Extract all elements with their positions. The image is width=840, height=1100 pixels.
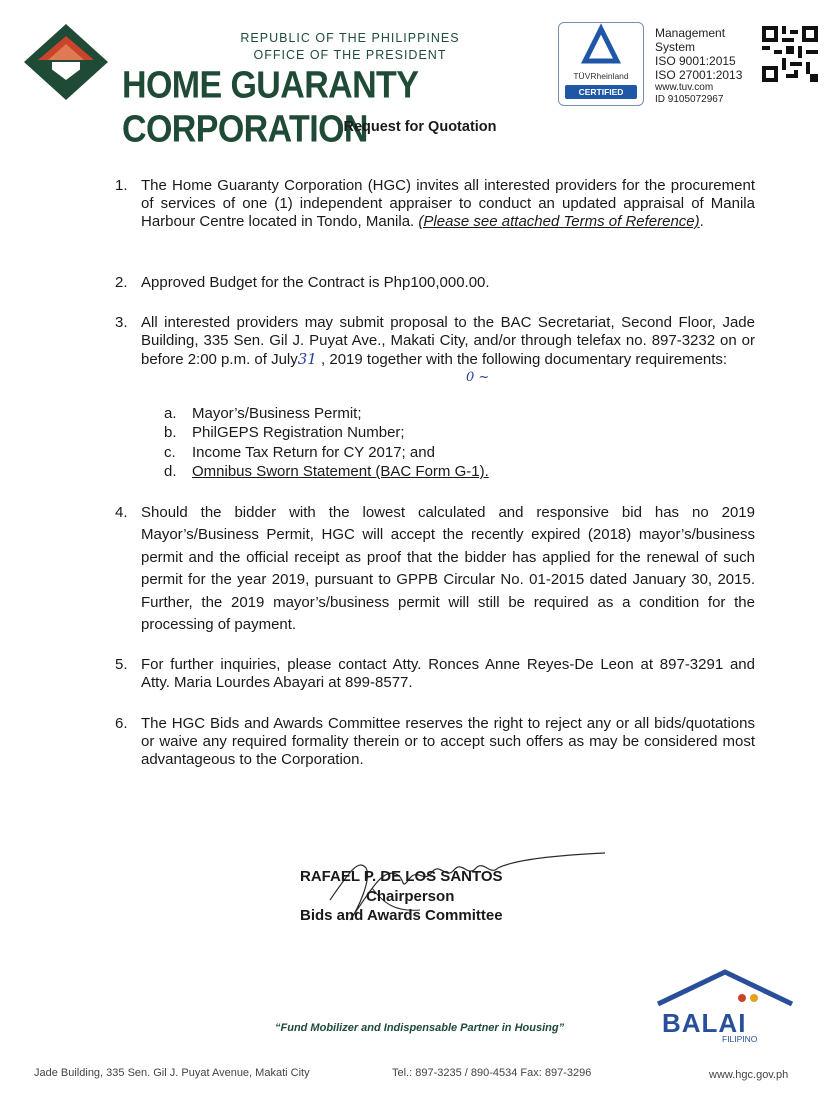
item-number: 4. xyxy=(115,504,128,521)
item-text: Approved Budget for the Contract is Php100,000.00. xyxy=(141,274,490,291)
item-number: 1. xyxy=(115,177,128,194)
item-text xyxy=(141,314,755,369)
item-text: For further inquiries, please contact Atty. Ronces Anne Reyes-De Leon at 897-3291 and Atty. Maria Lourdes Abayari at 899-8577. xyxy=(141,656,755,691)
tuv-brand-text: TÜVRheinland xyxy=(573,71,629,81)
tagline: “Fund Mobilizer and Indispensable Partner in Housing” xyxy=(275,1022,565,1034)
requirement-text: Mayor’s/Business Permit; xyxy=(192,405,362,422)
requirement-letter: c. xyxy=(164,443,176,461)
requirement-text: Income Tax Return for CY 2017; and xyxy=(192,443,435,461)
requirement-letter: b. xyxy=(164,424,177,442)
handwritten-day: 31 xyxy=(297,350,317,368)
requirement-text: Omnibus Sworn Statement (BAC Form G-1). xyxy=(192,463,489,481)
footer-address: Jade Building, 335 Sen. Gil J. Puyat Avenue, Makati City xyxy=(34,1067,310,1079)
hgc-logo xyxy=(22,22,110,102)
office-line: OFFICE OF THE PRESIDENT xyxy=(253,48,447,62)
corporation-name: HOME GUARANTY CORPORATION xyxy=(122,64,418,151)
item-text: The HGC Bids and Awards Committee reserves the right to reject any or all bids/quotations or waive any required formality therein or to accept such offers as may be considered most advantageous to the Corporation. xyxy=(141,715,755,768)
handwritten-signature xyxy=(300,848,620,938)
cert-url: www.tuv.com xyxy=(655,82,714,93)
handwritten-initials: 0 ~ xyxy=(466,370,490,385)
signatory-title: Chairperson xyxy=(366,888,455,905)
cert-id: ID 9105072967 xyxy=(655,94,724,105)
item-tail: . xyxy=(699,213,704,230)
certified-badge: CERTIFIED xyxy=(565,85,637,99)
requirements-list xyxy=(164,404,684,482)
requirement-letter: a. xyxy=(164,405,177,422)
cert-line: Management xyxy=(655,26,726,40)
list-item xyxy=(115,177,755,231)
item-body: All interested providers may submit proposal to the BAC Secretariat, Second Floor, Jade Building, 335 Sen. Gil J. Puyat Ave., Makati City, and/or through telefax no. 897-3232 on or before 2:00 p.m. of July xyxy=(141,314,755,368)
item-text: Should the bidder with the lowest calculated and responsive bid has no 2019 Mayor’s/Business Permit, HGC will accept the recently expired (2018) mayor’s/business permit and the official receipt as proof that the bidder has applied for the renewal of such permit for the year 2019, pursuant to GPPB Circular No. 01-2015 dated January 30, 2015. Further, the 2019 mayor’s/business permit will still be required as a condition for the processing of payment. xyxy=(141,504,755,634)
item-body: The Home Guaranty Corporation (HGC) invites all interested providers for the procurement of services of one (1) independent appraiser to conduct an updated appraisal of Manila Harbour Centre located in Tondo, Manila. xyxy=(141,177,755,230)
signatory-committee: Bids and Awards Committee xyxy=(300,907,503,924)
footer-phone: Tel.: 897-3235 / 890-4534 Fax: 897-3296 xyxy=(392,1067,592,1079)
requirement-item xyxy=(164,404,684,423)
cert-line: ISO 27001:2013 xyxy=(655,68,743,82)
item-number: 6. xyxy=(115,715,128,732)
list-item xyxy=(115,274,755,292)
requirement-letter: d. xyxy=(164,463,177,481)
list-item xyxy=(115,656,755,692)
republic-line: REPUBLIC OF THE PHILIPPINES xyxy=(240,31,460,45)
requirement-item xyxy=(164,462,684,481)
item-number: 3. xyxy=(115,314,128,331)
item-text xyxy=(141,177,755,231)
tuv-certification-logo xyxy=(558,22,644,106)
balai-filipino-logo xyxy=(650,968,800,1048)
terms-of-reference-note: (Please see attached Terms of Reference) xyxy=(418,213,700,230)
list-item xyxy=(115,314,755,369)
signatory-name: RAFAEL P. DE LOS SANTOS xyxy=(300,868,503,885)
footer-website: www.hgc.gov.ph xyxy=(709,1069,789,1081)
cert-line: System xyxy=(655,40,696,54)
requirement-item xyxy=(164,443,684,462)
requirement-item xyxy=(164,423,684,442)
certification-text xyxy=(655,26,760,106)
list-item xyxy=(115,715,755,769)
item-number: 5. xyxy=(115,656,128,673)
balai-word: BALAI xyxy=(662,1008,747,1038)
cert-line: ISO 9001:2015 xyxy=(655,54,736,68)
item-number: 2. xyxy=(115,274,128,291)
requirement-text: PhilGEPS Registration Number; xyxy=(192,424,405,442)
list-item xyxy=(115,502,755,636)
item-body-end: , 2019 together with the following documentary requirements: xyxy=(316,351,728,368)
document-title: Request for Quotation xyxy=(343,119,497,135)
balai-sub: FILIPINO xyxy=(722,1034,758,1044)
qr-code-icon xyxy=(762,26,818,82)
